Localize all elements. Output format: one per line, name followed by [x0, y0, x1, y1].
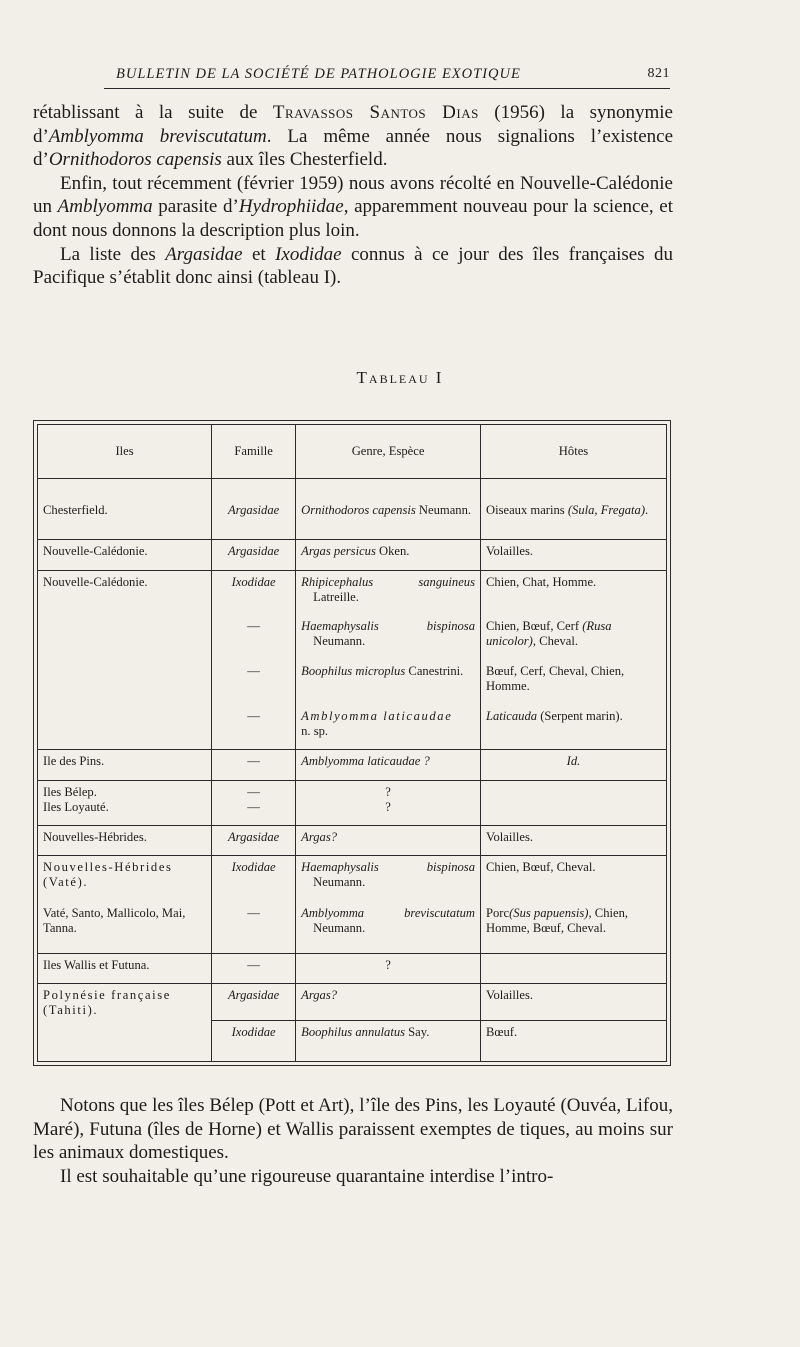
table-row: — Haemaphysalis bispinosa Neumann. Chien, Bœuf, Cerf (Rusa unicolor), Cheval. [38, 615, 667, 660]
paragraph-1: rétablissant à la suite de Travassos Santos Dias (1956) la synonymie d’Amblyomma breviscutatum. La même année nous signalions l’existence d’Ornithodoros capensis aux îles Chesterfield. [33, 102, 673, 171]
table-row: Chesterfield. Argasidae Ornithodoros capensis Neumann. Oiseaux marins (Sula, Fregata). [38, 479, 667, 540]
table-title: Tableau I [356, 368, 444, 387]
header-iles: Iles [38, 425, 212, 479]
table-row: Ile des Pins. — Amblyomma laticaudae ? Id. [38, 750, 667, 781]
paragraph-5: Il est souhaitable qu’une rigoureuse quarantaine interdise l’intro- [60, 1165, 554, 1187]
table-row: — Boophilus microplus Canestrini. Bœuf, Cerf, Cheval, Chien, Homme. [38, 660, 667, 705]
running-header [104, 64, 670, 89]
table-row: Polynésie française (Tahiti). Argasidae Argas? Volailles. [38, 984, 667, 1021]
paragraph-3: La liste des Argasidae et Ixodidae connus à ce jour des îles françaises du Pacifique s’établit donc ainsi (tableau I). [33, 243, 674, 289]
header-famille: Famille [212, 425, 296, 479]
journal-title: BULLETIN DE LA SOCIÉTÉ DE PATHOLOGIE EXOTIQUE [116, 66, 521, 82]
table-row: — Amblyomma laticaudae n. sp. Laticauda (Serpent marin). [38, 705, 667, 750]
paragraph-2: Enfin, tout récemment (février 1959) nous avons récolté en Nouvelle-Calédonie un Amblyomma parasite d’Hydrophiidae, apparemment nouveau pour la science, et dont nous donnons la description plus loin. [33, 172, 674, 241]
paragraph-4: Notons que les îles Bélep (Pott et Art), l’île des Pins, les Loyauté (Ouvéa, Lifou, Maré), Futuna (îles de Horne) et Wallis paraissent exemptes de tiques, au moins sur les animaux domestiques. [33, 1095, 673, 1164]
table-row: Nouvelle-Calédonie. Argasidae Argas persicus Oken. Volailles. [38, 540, 667, 571]
header-genre: Genre, Espèce [296, 425, 481, 479]
table-row: Nouvelles-Hébrides. Argasidae Argas? Volailles. [38, 825, 667, 856]
table-row: Iles Wallis et Futuna. — ? [38, 953, 667, 984]
conclusion-text [33, 1094, 673, 1188]
table-row: Nouvelle-Calédonie. Ixodidae Rhipicephalus sanguineus Latreille. Chien, Chat, Homme. [38, 570, 667, 615]
page-number: 821 [647, 66, 670, 81]
table-row: Iles Bélep. Iles Loyauté. — — ? ? [38, 780, 667, 825]
intro-text [33, 101, 673, 290]
tick-table [33, 420, 671, 1066]
table-row: Nouvelles-Hébrides (Vaté). Ixodidae Haemaphysalis bispinosa Neumann. Chien, Bœuf, Cheval. [38, 856, 667, 903]
table-row: Ixodidae Boophilus annulatus Say. Bœuf. [38, 1021, 667, 1062]
table-row: Vaté, Santo, Mallicolo, Mai, Tanna. — Amblyomma breviscutatum Neumann. Porc(Sus papuensis), Chien, Homme, Bœuf, Cheval. [38, 902, 667, 953]
header-hotes: Hôtes [481, 425, 667, 479]
